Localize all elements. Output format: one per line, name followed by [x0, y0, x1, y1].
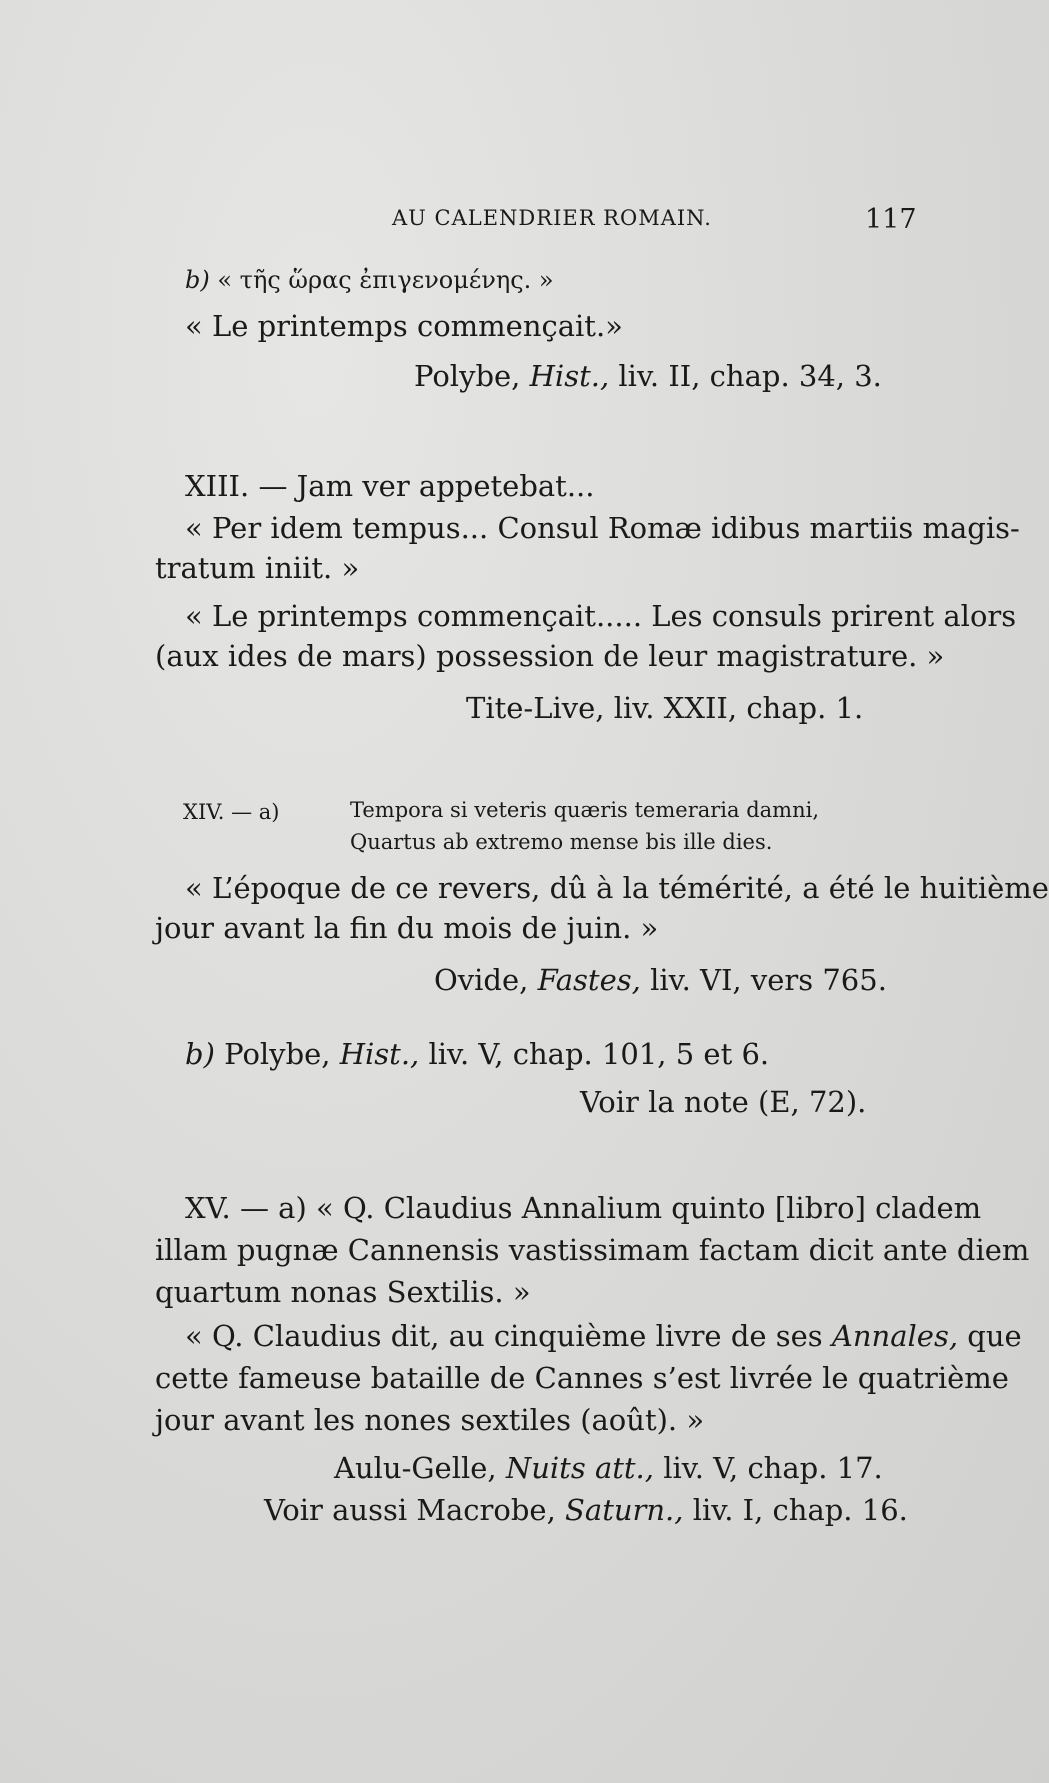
page-number: 117 [865, 204, 917, 235]
verse-line: Quartus ab extremo mense bis ille dies. [350, 830, 773, 854]
latin-line: illam pugnæ Cannensis vastissimam factam dicit ante diem [155, 1233, 1030, 1267]
citation-rest: liv. V, chap. 17. [663, 1451, 883, 1485]
french-text: que [967, 1319, 1022, 1353]
citation-author: Polybe, [224, 1037, 331, 1071]
note-reference: Voir la note (E, 72). [580, 1085, 867, 1119]
verse-line: Tempora si veteris quæris temeraria damni, [350, 798, 819, 822]
citation-work: Fastes, [537, 963, 641, 997]
latin-line: tratum iniit. » [155, 551, 360, 585]
label-b: b) [185, 266, 218, 294]
french-line: « L’époque de ce revers, dû à la témérité, a été le huitième [185, 871, 1049, 905]
citation-ovide [434, 962, 887, 998]
greek-quotation: b) « τῆς ὥρας ἐπιγενομένης. » [185, 266, 554, 294]
citation-tite-live: Tite-Live, liv. XXII, chap. 1. [466, 691, 864, 725]
french-line: jour avant la fin du mois de juin. » [155, 911, 659, 945]
citation-rest: liv. II, chap. 34, 3. [618, 359, 882, 393]
section-xv-heading: XV. — a) « Q. Claudius Annalium quinto [libro] cladem [185, 1191, 982, 1225]
work-title: Annales, [831, 1319, 959, 1353]
french-text: « Q. Claudius dit, au cinquième livre de ses [185, 1319, 823, 1353]
citation-author: Polybe, [414, 359, 521, 393]
citation-author: Ovide, [434, 963, 529, 997]
french-line: « Le printemps commençait..... Les consuls prirent alors [185, 599, 1017, 633]
french-line: jour avant les nones sextiles (août). » [155, 1403, 705, 1437]
citation-author: Aulu-Gelle, [334, 1451, 497, 1485]
running-title: AU CALENDRIER ROMAIN. [392, 206, 712, 230]
french-line: (aux ides de mars) possession de leur magistrature. » [155, 639, 945, 673]
label-b: b) [185, 1037, 215, 1071]
section-xiii-heading: XIII. — Jam ver appetebat... [185, 469, 595, 503]
citation-aulu-gelle [334, 1450, 883, 1486]
citation-rest: liv. I, chap. 16. [692, 1493, 908, 1527]
citation-rest: liv. V, chap. 101, 5 et 6. [428, 1037, 770, 1071]
citation-work: Hist., [529, 359, 610, 393]
citation-work: Hist., [339, 1037, 420, 1071]
citation-polybe [414, 358, 882, 394]
french-line: cette fameuse bataille de Cannes s’est livrée le quatrième [155, 1361, 1009, 1395]
latin-line: « Per idem tempus... Consul Romæ idibus martiis magis- [185, 511, 1020, 545]
citation-work: Saturn., [565, 1493, 684, 1527]
translation-line: « Le printemps commençait.» [185, 309, 623, 343]
citation-start: Voir aussi Macrobe, [264, 1493, 556, 1527]
latin-line: quartum nonas Sextilis. » [155, 1275, 531, 1309]
section-xiv-label: XIV. — a) [183, 800, 280, 824]
citation-work: Nuits att., [505, 1451, 654, 1485]
citation-macrobe [264, 1492, 908, 1528]
citation-rest: liv. VI, vers 765. [650, 963, 887, 997]
section-xiv-b [185, 1036, 769, 1072]
french-line [185, 1318, 1022, 1354]
